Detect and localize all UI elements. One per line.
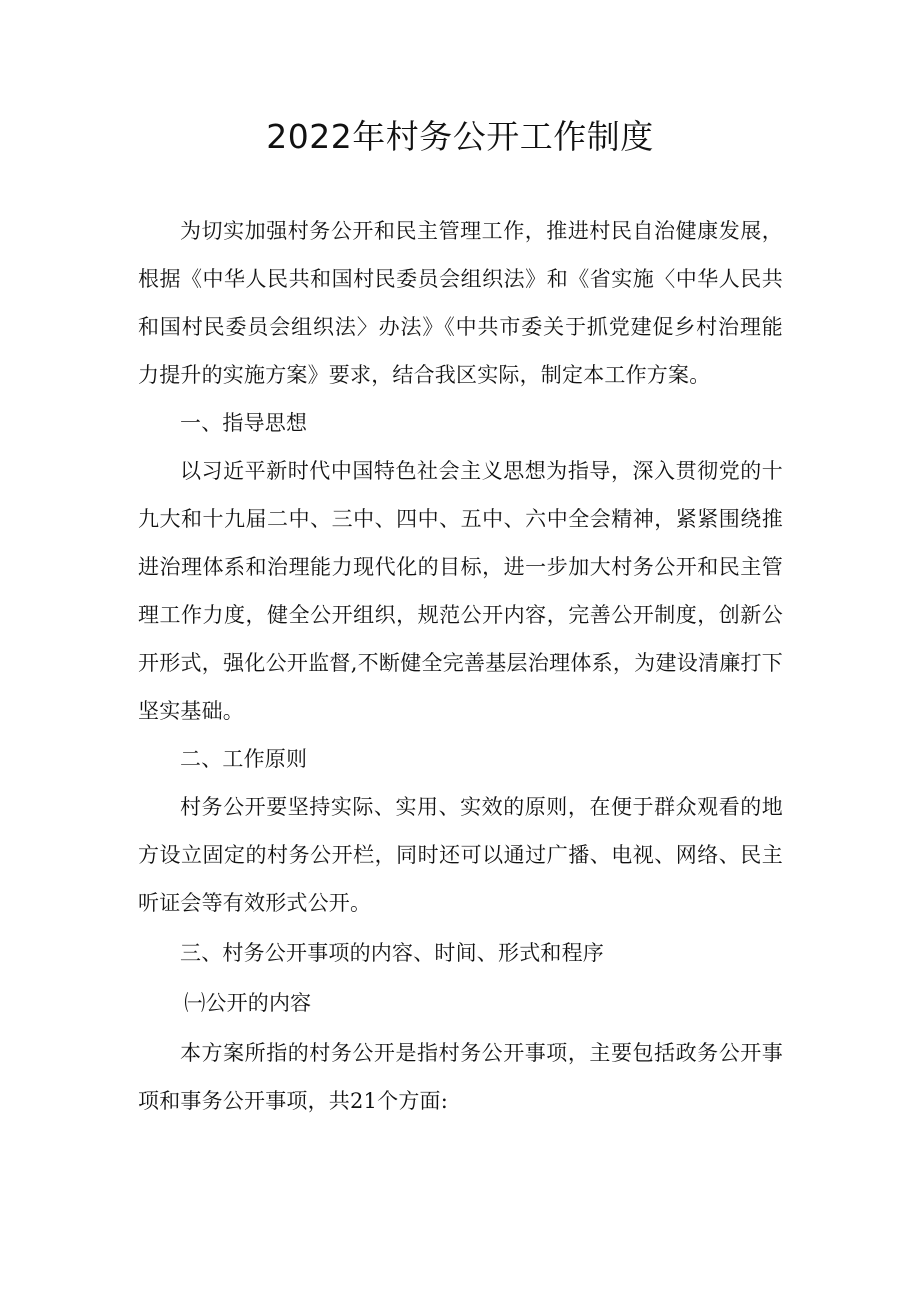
- subsection-heading-public-content: ㈠公开的内容: [184, 991, 312, 1015]
- document-title: 2022年村务公开工作制度: [266, 117, 654, 156]
- section-heading-content-time-form-procedure: 三、村务公开事项的内容、时间、形式和程序: [180, 941, 604, 965]
- section-heading-guiding-ideology: 一、指导思想: [180, 411, 308, 435]
- intro-paragraph: 为切实加强村务公开和民主管理工作，推进村民自治健康发展，根据《中华人民共和国村民委员会组织法》和《省实施〈中华人民共和国村民委员会组织法〉办法》《中共市委关于抓党建促乡村治理能力提升的实施方案》要求，结合我区实际，制定本工作方案。: [138, 219, 783, 387]
- document-body: [138, 207, 783, 1125]
- public-content-paragraph: 本方案所指的村务公开是指村务公开事项，主要包括政务公开事项和事务公开事项，共21个方面:: [138, 1041, 783, 1113]
- section-heading-work-principles: 二、工作原则: [180, 747, 308, 771]
- guiding-ideology-paragraph: 以习近平新时代中国特色社会主义思想为指导，深入贯彻党的十九大和十九届二中、三中、四中、五中、六中全会精神，紧紧围绕推进治理体系和治理能力现代化的目标，进一步加大村务公开和民主管理工作力度，健全公开组织，规范公开内容，完善公开制度，创新公开形式，强化公开监督,不断健全完善基层治理体系，为建设清廉打下坚实基础。: [138, 459, 783, 723]
- work-principles-paragraph: 村务公开要坚持实际、实用、实效的原则，在便于群众观看的地方设立固定的村务公开栏，同时还可以通过广播、电视、网络、民主听证会等有效形式公开。: [138, 795, 783, 915]
